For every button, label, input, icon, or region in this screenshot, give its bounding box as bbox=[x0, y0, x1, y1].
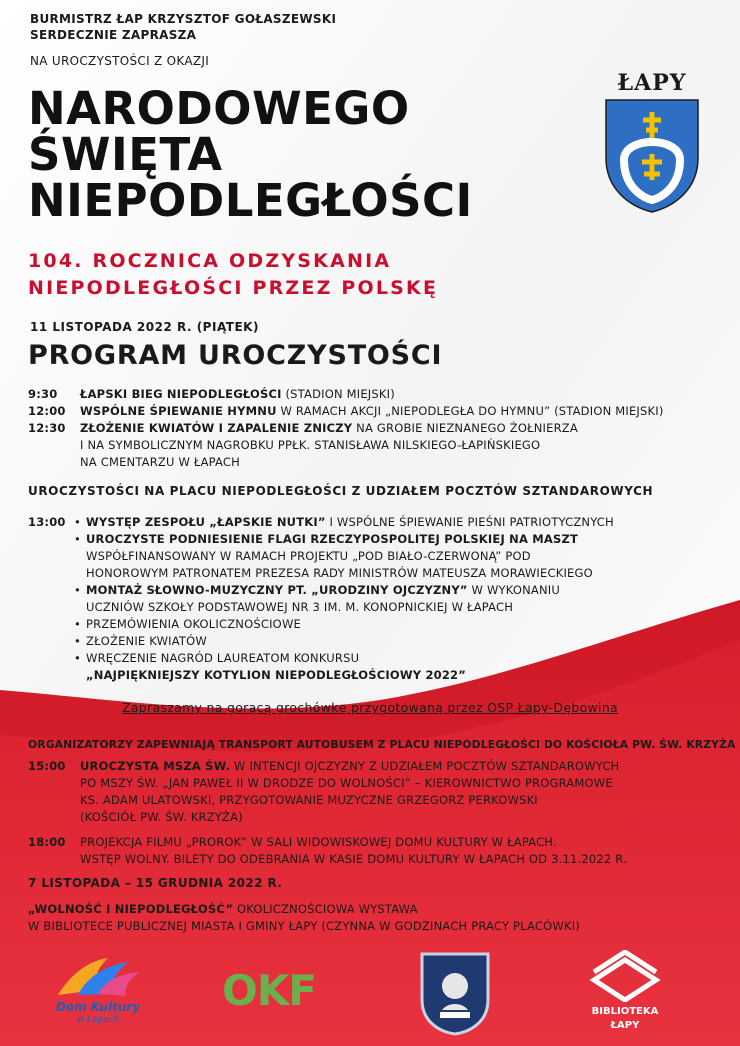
schedule-row bbox=[28, 420, 728, 472]
schedule-details: (KOŚCIÓŁ PW. ŚW. KRZYŻA) bbox=[80, 810, 243, 824]
exhibit-date: 7 LISTOPADA – 15 GRUDNIA 2022 R. bbox=[28, 876, 283, 890]
schedule-details: NA CMENTARZU W ŁAPACH bbox=[80, 455, 240, 469]
dk-name: Dom Kultury bbox=[55, 1000, 141, 1014]
library-name: BIBLIOTEKA bbox=[591, 1006, 659, 1017]
item-text: W WYKONANIU bbox=[467, 583, 560, 597]
shield-icon bbox=[602, 96, 702, 214]
books-icon bbox=[586, 950, 664, 1002]
schedule-time: 13:00 bbox=[28, 515, 66, 529]
transport-note: ORGANIZATORZY ZAPEWNIAJĄ TRANSPORT AUTOBUSEM Z PLACU NIEPODLEGŁOŚCI DO KOŚCIOŁA PW. ŚW. KRZYŻA bbox=[28, 738, 736, 751]
schedule-details: W INTENCJI OJCZYZNY Z UDZIAŁEM POCZTÓW SZTANDAROWYCH bbox=[230, 759, 620, 773]
invite-line: SERDECZNIE ZAPRASZA bbox=[30, 28, 197, 42]
schedule-event: ŁAPSKI BIEG NIEPODLEGŁOŚCI bbox=[80, 387, 282, 401]
item-text: UCZNIÓW SZKOŁY PODSTAWOWEJ NR 3 IM. M. KONOPNICKIEJ W ŁAPACH bbox=[86, 600, 514, 614]
item-text: WSPÓŁFINANSOWANY W RAMACH PROJEKTU „POD BIAŁO-CZERWONĄ” POD bbox=[86, 549, 531, 563]
item-text: WRĘCZENIE NAGRÓD LAUREATOM KONKURSU bbox=[86, 651, 360, 665]
schedule-row bbox=[28, 834, 728, 870]
schedule-row bbox=[28, 758, 728, 828]
library-place: ŁAPY bbox=[610, 1020, 640, 1031]
exhibit-desc: OKOLICZNOŚCIOWA WYSTAWA bbox=[233, 902, 418, 916]
item-text: I WSPÓLNE ŚPIEWANIE PIEŚNI PATRIOTYCZNYCH bbox=[325, 515, 614, 529]
occasion-line: NA UROCZYSTOŚCI Z OKAZJI bbox=[30, 54, 210, 68]
schedule-details: I NA SYMBOLICZNYM NAGROBKU PPŁK. STANISŁAWA NILSKIEGO-ŁAPIŃSKIEGO bbox=[80, 438, 541, 452]
title-line-2: ŚWIĘTA bbox=[28, 128, 223, 181]
schedule-details: KS. ADAM ULATOWSKI, PRZYGOTOWANIE MUZYCZNE GRZEGORZ PERKOWSKI bbox=[80, 793, 538, 807]
school-logo bbox=[418, 950, 492, 1036]
schedule-block-13 bbox=[28, 514, 728, 684]
town-crest bbox=[602, 70, 702, 218]
schedule-event: ZŁOŻENIE KWIATÓW I ZAPALENIE ZNICZY bbox=[80, 421, 353, 435]
title-line-3: NIEPODLEGŁOŚCI bbox=[28, 174, 473, 227]
bullet: • bbox=[74, 634, 81, 648]
schedule-time: 12:00 bbox=[28, 404, 66, 418]
item-text: PRZEMÓWIENIA OKOLICZNOŚCIOWE bbox=[86, 617, 301, 631]
schedule-details: WSTĘP WOLNY. BILETY DO ODEBRANIA W KASIE DOMU KULTURY W ŁAPACH OD 3.11.2022 R. bbox=[80, 852, 627, 866]
okf-logo bbox=[222, 966, 342, 1016]
event-date: 11 LISTOPADA 2022 R. (PIĄTEK) bbox=[30, 320, 259, 334]
schedule-time: 18:00 bbox=[28, 835, 66, 849]
okf-text: OKF bbox=[222, 966, 316, 1015]
dom-kultury-logo bbox=[48, 950, 148, 1030]
school-crest-icon bbox=[418, 950, 492, 1036]
item-bold: WYSTĘP ZESPOŁU „ŁAPSKIE NUTKI” bbox=[86, 515, 326, 529]
bullet: • bbox=[74, 617, 81, 631]
exhibit-name: „WOLNOŚĆ I NIEPODLEGŁOŚĆ” bbox=[28, 902, 234, 916]
crest-label: ŁAPY bbox=[617, 70, 687, 96]
schedule-details: NA GROBIE NIEZNANEGO ŻOŁNIERZA bbox=[352, 421, 578, 435]
section-heading: UROCZYSTOŚCI NA PLACU NIEPODLEGŁOŚCI Z UDZIAŁEM POCZTÓW SZTANDAROWYCH bbox=[28, 484, 654, 498]
item-bold: MONTAŻ SŁOWNO-MUZYCZNY PT. „URODZINY OJCZYZNY” bbox=[86, 583, 468, 597]
organizer-line: BURMISTRZ ŁAP KRZYSZTOF GOŁASZEWSKI bbox=[30, 12, 337, 26]
item-bold: UROCZYSTE PODNIESIENIE FLAGI RZECZYPOSPOLITEJ POLSKIEJ NA MASZT bbox=[86, 532, 579, 546]
grochowka-invite: Zapraszamy na gorącą grochówkę przygotowaną przez OSP Łapy-Dębowina bbox=[121, 700, 619, 715]
bullet: • bbox=[74, 583, 81, 597]
subtitle-line-1: 104. ROCZNICA ODZYSKANIA bbox=[28, 250, 392, 272]
exhibit-title bbox=[28, 902, 418, 916]
exhibit-location: W BIBLIOTECE PUBLICZNEJ MIASTA I GMINY ŁAPY (CZYNNA W GODZINACH PRACY PLACÓWKI) bbox=[28, 919, 580, 933]
schedule-details: PROJEKCJA FILMU „PROROK” W SALI WIDOWISKOWEJ DOMU KULTURY W ŁAPACH. bbox=[80, 835, 557, 849]
title-line-1: NARODOWEGO bbox=[28, 82, 410, 135]
library-logo bbox=[586, 950, 664, 1036]
bird-icon bbox=[48, 950, 148, 1000]
item-text: HONOROWYM PATRONATEM PREZESA RADY MINISTRÓW MATEUSZA MORAWIECKIEGO bbox=[86, 566, 593, 580]
schedule-details: PO MSZY ŚW. „JAN PAWEŁ II W DRODZE DO WOLNOŚCI” – KIEROWNICTWO PROGRAMOWE bbox=[80, 776, 613, 790]
bullet: • bbox=[74, 515, 81, 529]
item-bold: „NAJPIĘKNIEJSZY KOTYLION NIEPODLEGŁOŚCIOWY 2022” bbox=[86, 668, 467, 682]
schedule-time: 12:30 bbox=[28, 421, 66, 435]
bullet: • bbox=[74, 532, 81, 546]
schedule-details: (STADION MIEJSKI) bbox=[281, 387, 395, 401]
subtitle-line-2: NIEPODLEGŁOŚCI PRZEZ POLSKĘ bbox=[28, 277, 439, 299]
item-text: ZŁOŻENIE KWIATÓW bbox=[86, 634, 207, 648]
schedule-details: W RAMACH AKCJI „NIEPODLEGŁA DO HYMNU” (STADION MIEJSKI) bbox=[276, 404, 664, 418]
dk-place: w Łapach bbox=[76, 1015, 120, 1025]
schedule-time: 9:30 bbox=[28, 387, 58, 401]
schedule-event: UROCZYSTA MSZA ŚW. bbox=[80, 759, 231, 773]
program-title: PROGRAM UROCZYSTOŚCI bbox=[28, 340, 443, 371]
schedule-event: WSPÓLNE ŚPIEWANIE HYMNU bbox=[80, 404, 277, 418]
bullet: • bbox=[74, 651, 81, 665]
schedule-time: 15:00 bbox=[28, 759, 66, 773]
